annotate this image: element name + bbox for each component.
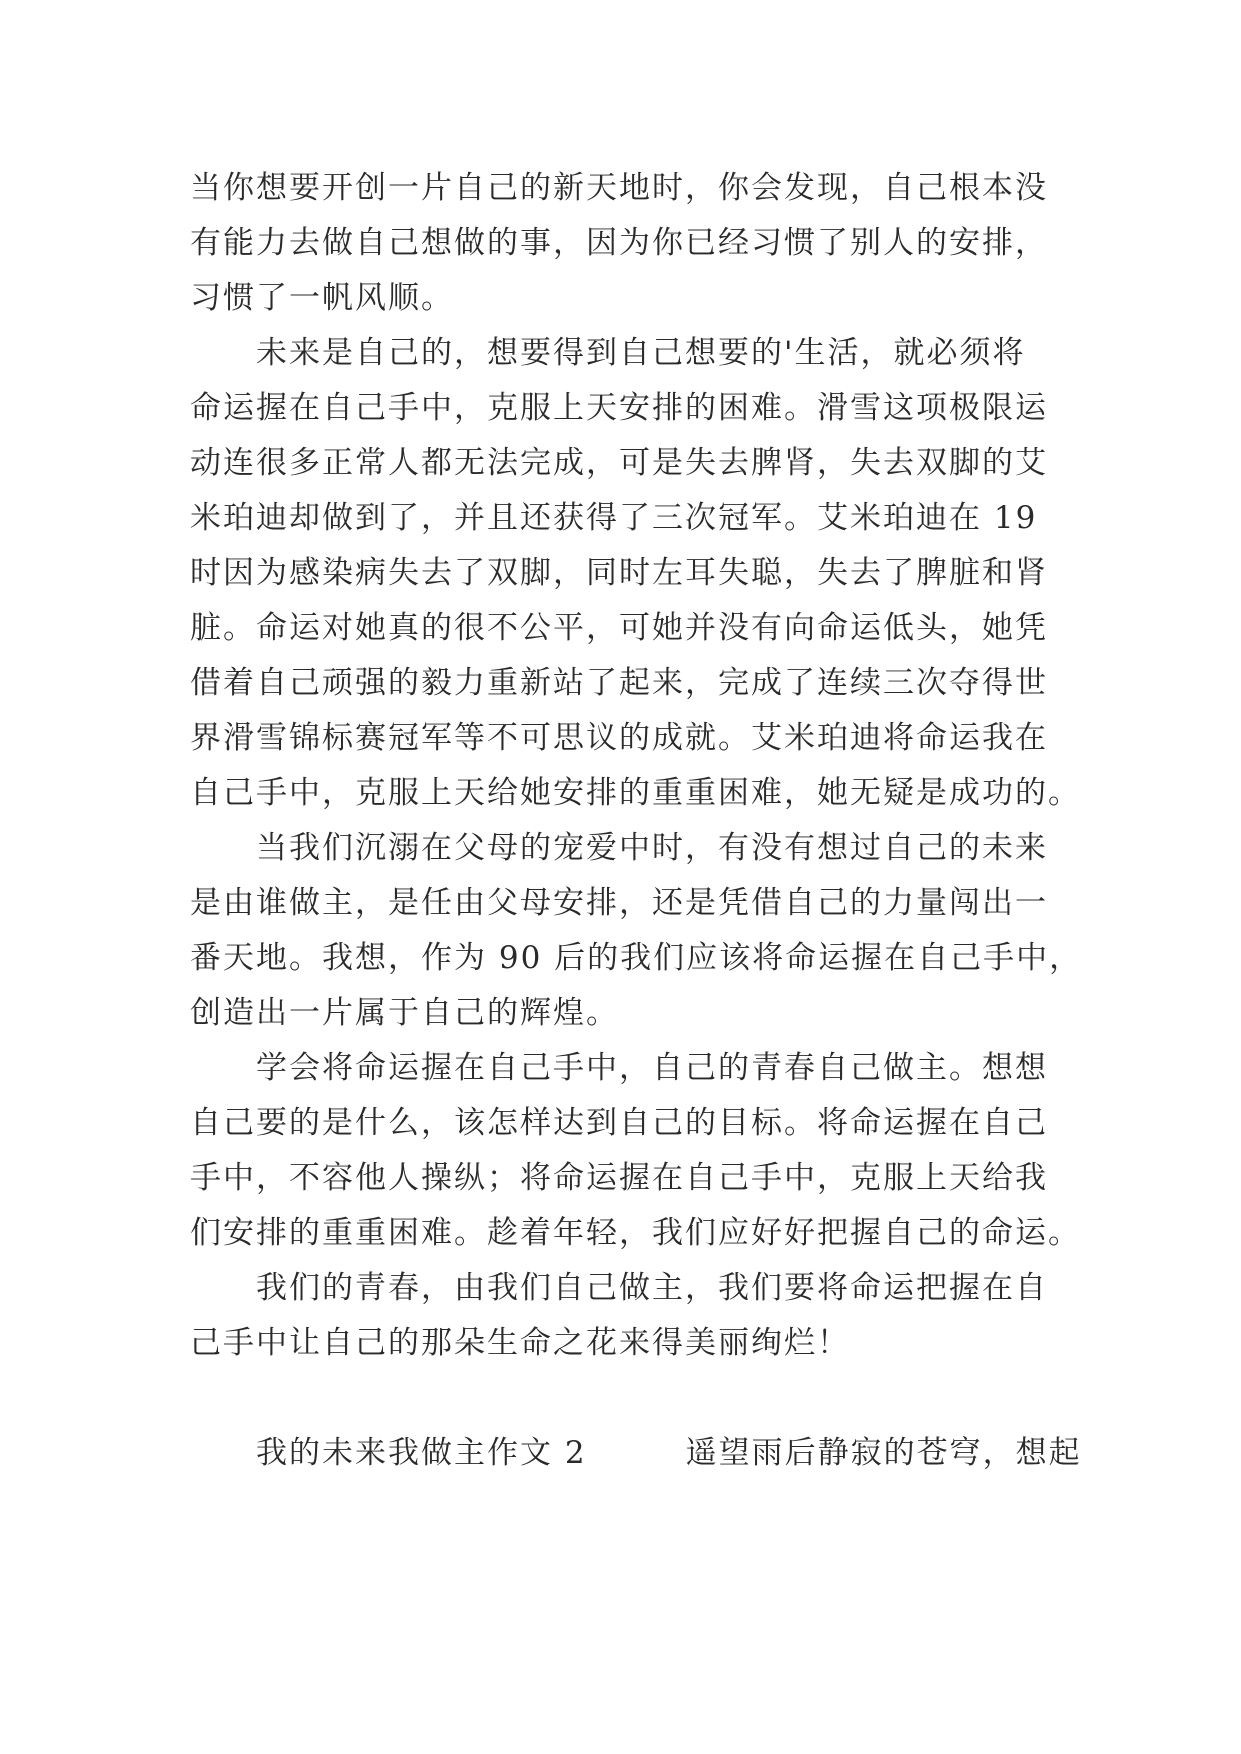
text-line: 脏。命运对她真的很不公平，可她并没有向命运低头，她凭 [190,610,1048,646]
text-line: 借着自己顽强的毅力重新站了起来，完成了连续三次夺得世 [190,665,1048,701]
paragraph-first-line: 未来是自己的，想要得到自己想要的'生活，就必须将 [256,335,1026,371]
text-line: 创造出一片属于自己的辉煌。 [190,995,619,1031]
text-line: 手中，不容他人操纵；将命运握在自己手中，克服上天给我 [190,1160,1048,1196]
text-line: 界滑雪锦标赛冠军等不可思议的成就。艾米珀迪将命运我在 [190,720,1048,756]
text-line: 时因为感染病失去了双脚，同时左耳失聪，失去了脾脏和肾 [190,555,1048,591]
text-line: 习惯了一帆风顺。 [190,280,454,316]
text-line: 自己手中，克服上天给她安排的重重困难，她无疑是成功的。 [190,775,1081,811]
paragraph-first-line: 我们的青春，由我们自己做主，我们要将命运把握在自 [256,1270,1048,1306]
text-line: 米珀迪却做到了，并且还获得了三次冠军。艾米珀迪在 19 [190,500,1038,536]
paragraph-first-line: 当我们沉溺在父母的宠爱中时，有没有想过自己的未来 [256,830,1048,866]
text-line: 己手中让自己的那朵生命之花来得美丽绚烂！ [190,1325,850,1361]
section-heading-line: 我的未来我做主作文 2 遥望雨后静寂的苍穹，想起 [256,1435,1082,1471]
text-line: 命运握在自己手中，克服上天安排的困难。滑雪这项极限运 [190,390,1048,426]
text-line: 是由谁做主，是任由父母安排，还是凭借自己的力量闯出一 [190,885,1048,921]
paragraph-first-line: 学会将命运握在自己手中，自己的青春自己做主。想想 [256,1050,1048,1086]
text-line: 自己要的是什么，该怎样达到自己的目标。将命运握在自己 [190,1105,1048,1141]
text-line: 番天地。我想，作为 90 后的我们应该将命运握在自己手中， [190,940,1083,976]
text-line: 有能力去做自己想做的事，因为你已经习惯了别人的安排， [190,225,1048,261]
text-line: 当你想要开创一片自己的新天地时，你会发现，自己根本没 [190,170,1048,206]
text-line: 动连很多正常人都无法完成，可是失去脾肾，失去双脚的艾 [190,445,1048,481]
text-line: 们安排的重重困难。趁着年轻，我们应好好把握自己的命运。 [190,1215,1081,1251]
